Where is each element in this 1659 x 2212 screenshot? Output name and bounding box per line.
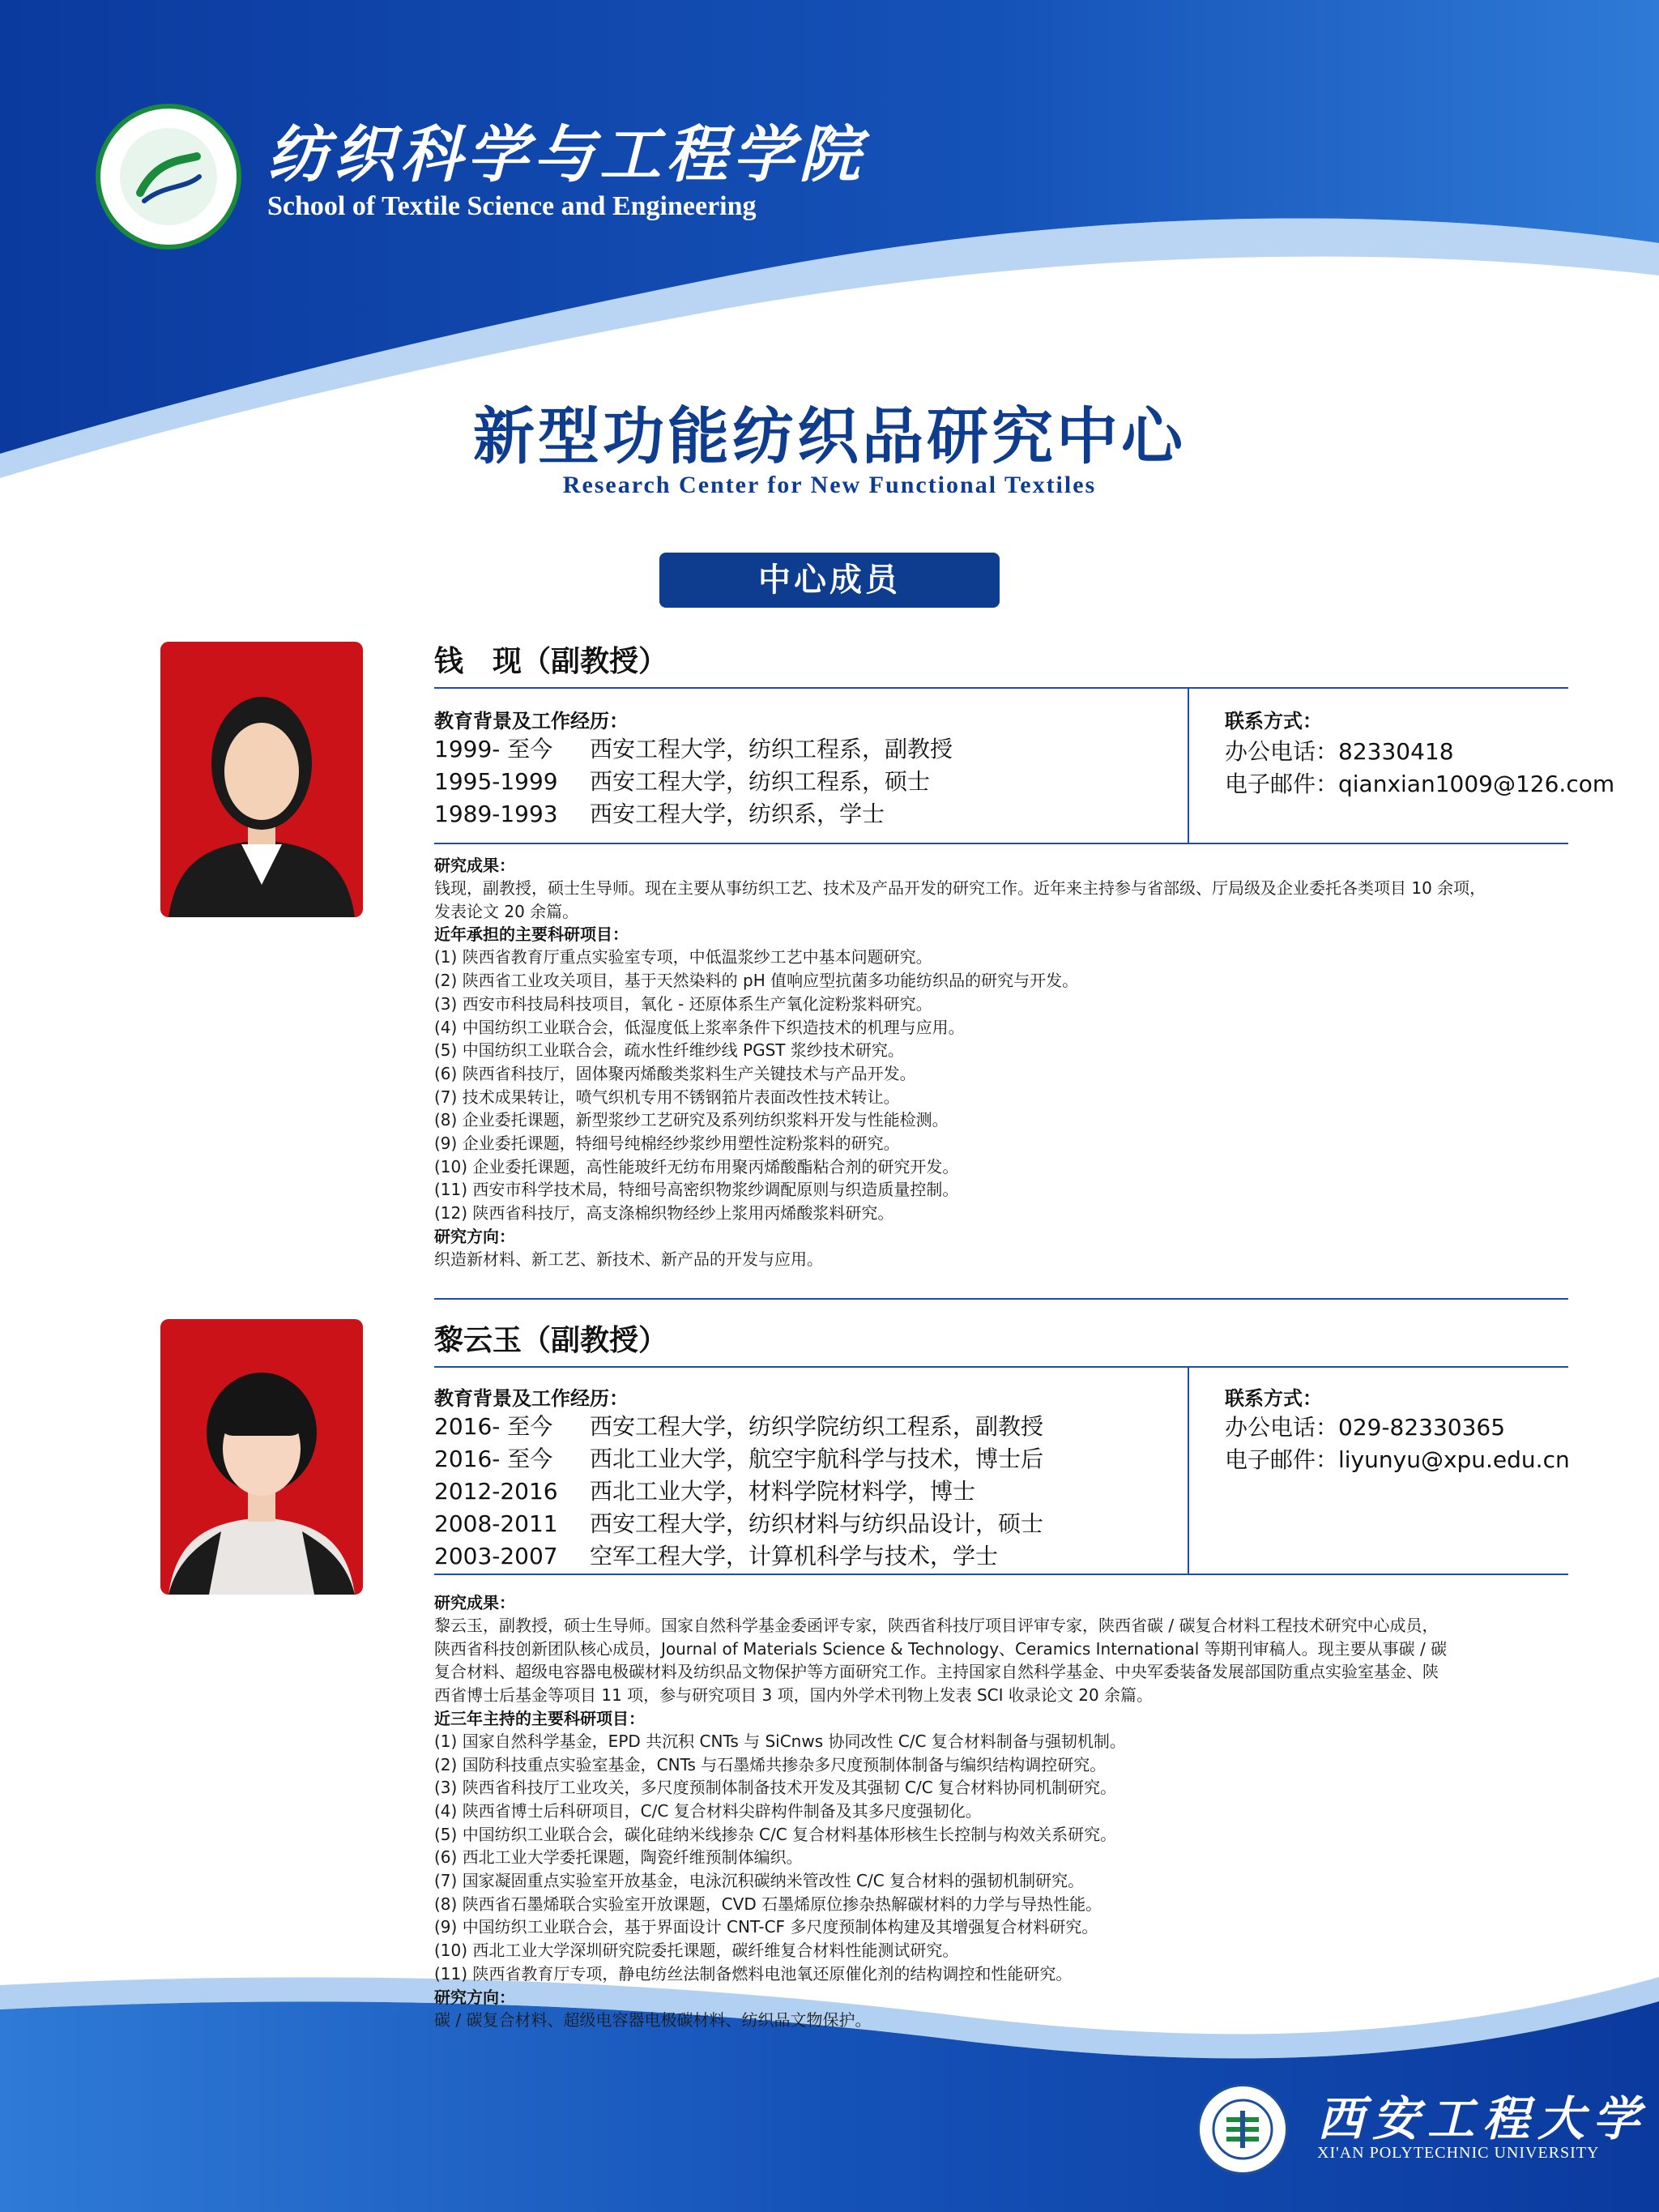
- direction-text: 织造新材料、新工艺、新技术、新产品的开发与应用。: [434, 1249, 823, 1269]
- center-title-cn: 新型功能纺织品研究中心: [473, 400, 1186, 472]
- divider: [434, 1366, 1568, 1368]
- office-phone: 办公电话：82330418: [1225, 738, 1454, 765]
- edu-years: 2008-2011: [434, 1510, 558, 1537]
- edu-text: 西北工业大学，航空宇航科学与技术，博士后: [590, 1445, 1044, 1472]
- project-item: (10) 企业委托课题，高性能玻纤无纺布用聚丙烯酸酯粘合剂的研究开发。: [434, 1156, 959, 1176]
- email-link[interactable]: 电子邮件：qianxian1009@126.com: [1225, 771, 1615, 797]
- edu-row: [434, 1411, 1043, 1443]
- results-line: 复合材料、超级电容器电极碳材料及纺织品文物保护等方面研究工作。主持国家自然科学基金、中央军委装备发展部国防重点实验室基金、陕: [434, 1662, 1439, 1682]
- research-section: [434, 854, 1486, 1271]
- project-item: (3) 陕西省科技厅工业攻关，多尺度预制体制备技术开发及其强韧 C/C 复合材料协同机制研究。: [434, 1778, 1117, 1798]
- results-label: 研究成果：: [434, 1593, 515, 1612]
- divider: [434, 1574, 1568, 1575]
- edu-row: [434, 733, 953, 766]
- edu-text: 西安工程大学，纺织工程系，硕士: [590, 768, 931, 795]
- project-item: (4) 陕西省博士后科研项目，C/C 复合材料尖辟构件制备及其多尺度强韧化。: [434, 1800, 982, 1821]
- edu-text: 西安工程大学，纺织材料与纺织品设计，硕士: [590, 1510, 1044, 1537]
- edu-text: 西安工程大学，纺织系，学士: [590, 801, 885, 827]
- project-item: (1) 陕西省教育厅重点实验室专项，中低温浆纱工艺中基本问题研究。: [434, 947, 932, 967]
- edu-row: [434, 766, 953, 798]
- school-logo-emblem: [120, 128, 217, 225]
- project-item: (2) 国防科技重点实验室基金，CNTs 与石墨烯共掺杂多尺度预制体制备与编织结构调控研究。: [434, 1754, 1107, 1774]
- edu-years: 1995-1999: [434, 768, 558, 795]
- edu-list: [434, 733, 953, 831]
- direction-text: 碳 / 碳复合材料、超级电容器电极碳材料、纺织品文物保护。: [434, 2009, 872, 2030]
- project-item: (9) 中国纺织工业联合会，基于界面设计 CNT-CF 多尺度预制体构建及其增强复合材料研究。: [434, 1917, 1098, 1937]
- edu-years: 2016- 至今: [434, 1413, 553, 1440]
- university-logo: [1197, 2084, 1288, 2175]
- project-item: (8) 陕西省石墨烯联合实验室开放课题，CVD 石墨烯原位掺杂热解碳材料的力学与导热性能。: [434, 1894, 1102, 1914]
- divider: [434, 843, 1568, 844]
- direction-label: 研究方向：: [434, 1987, 515, 2007]
- results-label: 研究成果：: [434, 856, 515, 875]
- project-item: (6) 陕西省科技厅，固体聚丙烯酸类浆料生产关键技术与产品开发。: [434, 1063, 916, 1083]
- member-name: 钱 现（副教授）: [434, 645, 668, 678]
- divider: [1188, 689, 1189, 844]
- edu-years: 1989-1993: [434, 801, 558, 827]
- university-name-en: XI'AN POLYTECHNIC UNIVERSITY: [1317, 2144, 1600, 2162]
- projects-label: 近三年主持的主要科研项目：: [434, 1708, 645, 1728]
- edu-row: [434, 798, 953, 831]
- divider: [434, 1298, 1568, 1300]
- project-item: (9) 企业委托课题，特细号纯棉经纱浆纱用塑性淀粉浆料的研究。: [434, 1134, 900, 1154]
- project-item: (1) 国家自然科学基金，EPD 共沉积 CNTs 与 SiCnws 协同改性 C/C 复合材料制备与强韧机制。: [434, 1731, 1126, 1751]
- project-item: (3) 西安市科技局科技项目，氧化 - 还原体系生产氧化淀粉浆料研究。: [434, 993, 932, 1014]
- member-name: 黎云玉（副教授）: [434, 1324, 668, 1357]
- project-item: (6) 西北工业大学委托课题，陶瓷纤维预制体编织。: [434, 1847, 803, 1868]
- contact-label: 联系方式：: [1225, 1387, 1322, 1410]
- research-section: [434, 1591, 1447, 2031]
- member-photo: [160, 1319, 363, 1595]
- edu-text: 空军工程大学，计算机科学与技术，学士: [590, 1543, 999, 1569]
- edu-list: [434, 1411, 1043, 1573]
- edu-years: 2003-2007: [434, 1543, 558, 1569]
- email-link[interactable]: 电子邮件：liyunyu@xpu.edu.cn: [1225, 1446, 1570, 1473]
- project-item: (11) 西安市科学技术局，特细号高密织物浆纱调配原则与织造质量控制。: [434, 1180, 959, 1200]
- project-item: (7) 技术成果转让，喷气织机专用不锈钢筘片表面改性技术转让。: [434, 1087, 900, 1107]
- edu-row: [434, 1443, 1043, 1475]
- project-item: (10) 西北工业大学深圳研究院委托课题，碳纤维复合材料性能测试研究。: [434, 1941, 959, 1961]
- results-line: 发表论文 20 余篇。: [434, 901, 579, 921]
- member-photo: [160, 642, 363, 917]
- project-item: (12) 陕西省科技厅，高支涤棉织物经纱上浆用丙烯酸浆料研究。: [434, 1203, 894, 1223]
- project-item: (8) 企业委托课题，新型浆纱工艺研究及系列纺织浆料开发与性能检测。: [434, 1110, 949, 1130]
- direction-label: 研究方向：: [434, 1226, 515, 1246]
- school-name-cn: 纺织科学与工程学院: [267, 118, 865, 190]
- project-item: (5) 中国纺织工业联合会，碳化硅纳米线掺杂 C/C 复合材料基体形核生长控制与构效关系研究。: [434, 1824, 1117, 1844]
- university-name-cn: 西安工程大学: [1317, 2091, 1648, 2146]
- divider: [434, 687, 1568, 689]
- edu-row: [434, 1475, 1043, 1508]
- edu-label: 教育背景及工作经历：: [434, 710, 629, 732]
- school-logo: [96, 104, 241, 250]
- edu-text: 西北工业大学，材料学院材料学，博士: [590, 1478, 976, 1505]
- project-item: (4) 中国纺织工业联合会，低湿度低上浆率条件下织造技术的机理与应用。: [434, 1017, 965, 1037]
- edu-text: 西安工程大学，纺织工程系，副教授: [590, 736, 953, 762]
- project-item: (2) 陕西省工业攻关项目，基于天然染料的 pH 值响应型抗菌多功能纺织品的研究与开发。: [434, 971, 1079, 991]
- edu-years: 1999- 至今: [434, 736, 553, 762]
- results-line: 黎云玉，副教授，硕士生导师。国家自然科学基金委函评专家，陕西省科技厅项目评审专家，陕西省碳 / 碳复合材料工程技术研究中心成员，: [434, 1616, 1439, 1635]
- project-item: (5) 中国纺织工业联合会，疏水性纤维纱线 PGST 浆纱技术研究。: [434, 1040, 904, 1061]
- projects-label: 近年承担的主要科研项目：: [434, 925, 629, 945]
- edu-years: 2016- 至今: [434, 1445, 553, 1472]
- results-line: 陕西省科技创新团队核心成员，Journal of Materials Science & Technology、Ceramics International 等期刊审稿人。现主要从事碳 / 碳: [434, 1638, 1448, 1659]
- project-item: (7) 国家凝固重点实验室开放基金，电泳沉积碳纳米管改性 C/C 复合材料的强韧机制研究。: [434, 1871, 1085, 1891]
- edu-row: [434, 1508, 1043, 1540]
- edu-label: 教育背景及工作经历：: [434, 1387, 629, 1410]
- contact-label: 联系方式：: [1225, 710, 1322, 732]
- divider: [1188, 1368, 1189, 1575]
- school-name-en: School of Textile Science and Engineering: [267, 191, 757, 221]
- members-badge: 中心成员: [659, 553, 1000, 608]
- project-item: (11) 陕西省教育厅专项，静电纺丝法制备燃料电池氧还原催化剂的结构调控和性能研究。: [434, 1963, 1073, 1984]
- office-phone: 办公电话：029-82330365: [1225, 1414, 1506, 1441]
- edu-years: 2012-2016: [434, 1478, 558, 1505]
- center-title-en: Research Center for New Functional Textiles: [562, 472, 1097, 498]
- results-line: 钱现，副教授，硕士生导师。现在主要从事纺织工艺、技术及产品开发的研究工作。近年来主持参与省部级、厅局级及企业委托各类项目 10 余项，: [434, 878, 1486, 898]
- edu-text: 西安工程大学，纺织学院纺织工程系，副教授: [590, 1413, 1044, 1440]
- results-line: 西省博士后基金等项目 11 项，参与研究项目 3 项，国内外学术刊物上发表 SCI 收录论文 20 余篇。: [434, 1685, 1154, 1706]
- edu-row: [434, 1540, 1043, 1573]
